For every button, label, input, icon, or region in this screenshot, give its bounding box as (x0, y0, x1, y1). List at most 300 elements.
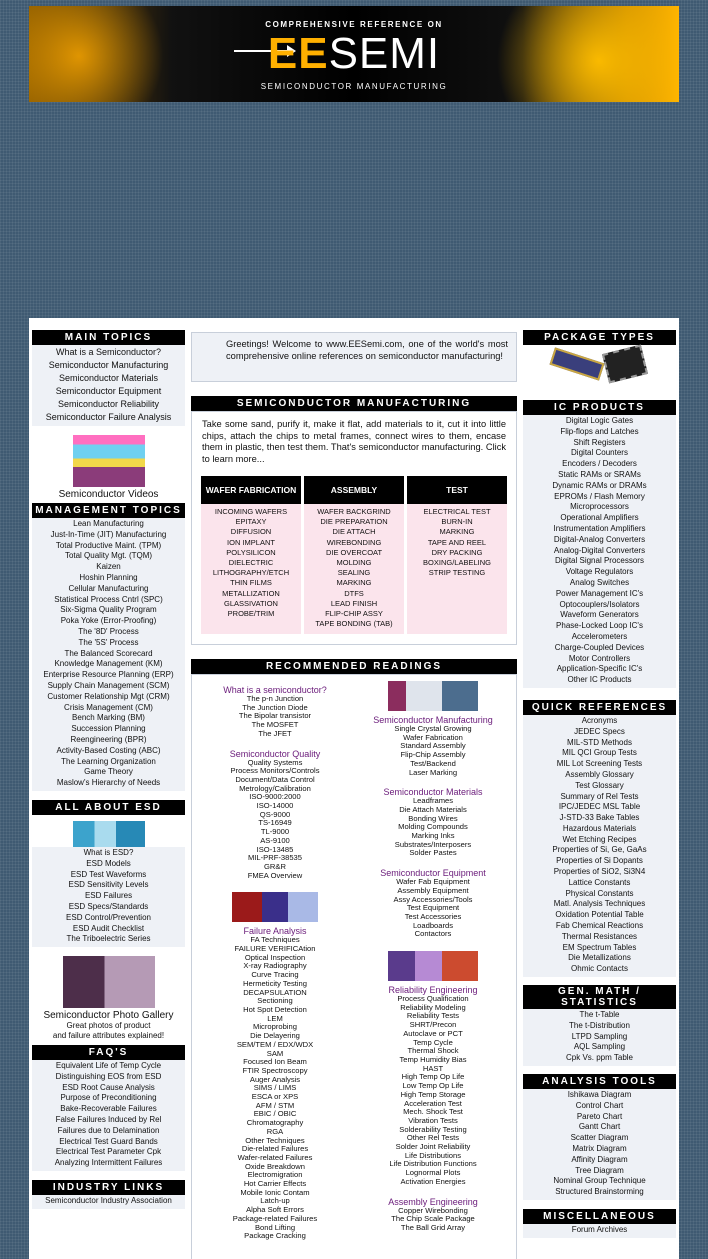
quick-ref-link[interactable]: Ohmic Contacts (571, 964, 628, 974)
reading-link[interactable]: Microprobing (253, 1022, 297, 1032)
management-topic-link[interactable]: Customer Relationship Mgt (CRM) (47, 691, 170, 701)
reading-link[interactable]: Hot Spot Detection (243, 1004, 307, 1014)
quick-ref-link[interactable]: MIL QCI Group Tests (562, 748, 637, 758)
mfg-step-link[interactable]: WIREBONDING (326, 537, 382, 547)
reading-link[interactable]: The JFET (258, 728, 292, 738)
reading-heading[interactable]: Assembly Engineering (388, 1196, 478, 1207)
reading-link[interactable]: Loadboards (412, 920, 454, 930)
reading-link[interactable]: Process Qualification (397, 994, 469, 1004)
ic-product-link[interactable]: Digital Logic Gates (565, 416, 634, 425)
quick-ref-link[interactable]: MIL-STD Methods (567, 737, 632, 747)
reading-link[interactable]: Life Distributions (404, 1150, 462, 1160)
mfg-step-link[interactable]: TAPE AND REEL (427, 537, 487, 547)
left-column (32, 330, 185, 1209)
ic-products-heading: IC PRODUCTS (523, 400, 676, 415)
reading-link[interactable]: FA Techniques (250, 935, 300, 945)
mfg-step-link[interactable]: FLIP-CHIP ASSY (325, 609, 383, 619)
reading-thumbnail[interactable] (232, 892, 318, 922)
ic-product-link[interactable]: Operational Amplifiers (560, 513, 639, 523)
reading-link[interactable]: Reliability Tests (406, 1011, 460, 1021)
ic-product-link[interactable]: Phase-Locked Loop IC's (556, 621, 643, 631)
mfg-col-list (201, 504, 301, 634)
reading-link[interactable]: Curve Tracing (251, 970, 299, 980)
analysis-tool-link[interactable]: Affinity Diagram (571, 1154, 628, 1164)
reading-link[interactable]: Wafer Fab Equipment (396, 877, 470, 887)
faq-link[interactable]: ESD Root Cause Analysis (62, 1082, 155, 1092)
management-topic-link[interactable]: Hoshin Planning (79, 572, 138, 582)
reading-link[interactable]: Life Distribution Functions (389, 1159, 477, 1169)
management-topic-link[interactable]: Succession Planning (71, 724, 146, 734)
dip-package-icon (549, 347, 604, 380)
gen-math-link[interactable]: The t-Distribution (569, 1020, 630, 1030)
reading-link[interactable]: Auger Analysis (249, 1074, 301, 1084)
ic-product-link[interactable]: Motor Controllers (568, 653, 631, 663)
main-topic-link[interactable]: Semiconductor Equipment (55, 386, 162, 396)
reading-link[interactable]: Wafer Fabrication (403, 732, 463, 742)
analysis-tool-link[interactable]: Control Chart (575, 1100, 624, 1110)
main-topics-list (32, 345, 185, 426)
reading-link[interactable]: Leadframes (412, 796, 454, 806)
reading-link[interactable]: AS-9100 (260, 835, 290, 845)
reading-link[interactable]: Hermeticity Testing (242, 978, 307, 988)
gen-math-link[interactable]: AQL Sampling (573, 1042, 626, 1052)
management-topic-link[interactable]: Statistical Process Cntrl (SPC) (54, 594, 163, 604)
esd-link[interactable]: ESD Failures (84, 891, 133, 901)
mfg-step-link[interactable]: WAFER BACKGRIND (317, 507, 391, 516)
reading-link[interactable]: Low Temp Op Life (402, 1081, 464, 1091)
reading-link[interactable]: Bond Lifting (254, 1222, 296, 1232)
management-topic-link[interactable]: Poka Yoke (Error-Proofing) (60, 616, 157, 626)
reading-link[interactable]: Die Attach Materials (399, 804, 467, 814)
mfg-step-link[interactable]: DIE OVERCOAT (325, 547, 383, 557)
quick-ref-link[interactable]: Hazardous Materials (562, 823, 637, 833)
ic-product-link[interactable]: Digital-Analog Converters (553, 534, 646, 544)
mfg-step-link[interactable]: DIE PREPARATION (320, 517, 388, 527)
quick-ref-link[interactable]: Acronyms (581, 715, 618, 725)
reading-link[interactable]: MIL-PRF-38535 (247, 853, 303, 863)
main-topic-link[interactable]: Semiconductor Manufacturing (48, 360, 169, 370)
reading-link[interactable]: EBIC / OBIC (253, 1109, 297, 1119)
faq-link[interactable]: Equivalent Life of Temp Cycle (55, 1061, 162, 1071)
misc-link[interactable]: Forum Archives (571, 1225, 628, 1234)
faqs-heading: FAQ'S (32, 1045, 185, 1060)
main-topics-heading: MAIN TOPICS (32, 330, 185, 345)
site-logo[interactable] (29, 30, 679, 78)
reading-heading[interactable]: Semiconductor Materials (383, 787, 483, 798)
management-topic-link[interactable]: Maslow's Hierarchy of Needs (56, 778, 161, 788)
reading-heading[interactable]: What is a semiconductor? (223, 685, 327, 695)
reading-thumbnail[interactable] (388, 681, 478, 711)
reading-link[interactable]: Oxide Breakdown (245, 1161, 305, 1171)
quick-ref-link[interactable]: Oxidation Potential Table (555, 910, 644, 920)
banner-tagline-bottom: SEMICONDUCTOR MANUFACTURING (260, 82, 448, 91)
mfg-col-assembly (304, 476, 404, 634)
ic-product-link[interactable]: Instrumentation Amplifiers (553, 523, 646, 533)
reading-link[interactable]: SIMS / LIMS (253, 1083, 297, 1093)
management-topic-link[interactable]: Knowledge Management (KM) (54, 659, 163, 669)
mfg-step-link[interactable]: BURN-IN (441, 517, 473, 527)
ic-product-link[interactable]: Static RAMs or SRAMs (558, 469, 641, 479)
industry-link[interactable]: Semiconductor Industry Association (45, 1196, 172, 1206)
esd-link[interactable]: ESD Specs/Standards (68, 901, 149, 911)
reading-link[interactable]: Vibration Tests (408, 1115, 458, 1125)
faq-link[interactable]: Distinguishing EOS from ESD (55, 1071, 162, 1081)
quick-ref-link[interactable]: EM Spectrum Tables (562, 942, 637, 952)
reading-link[interactable]: High Temp Storage (400, 1089, 466, 1099)
ic-product-link[interactable]: Other IC Products (567, 675, 632, 685)
reading-link[interactable]: Mobile Ionic Contam (240, 1187, 310, 1197)
ic-product-link[interactable]: Microprocessors (570, 502, 629, 512)
reading-link[interactable]: Package Cracking (244, 1231, 306, 1241)
esd-link[interactable]: ESD Test Waveforms (70, 869, 147, 879)
reading-link[interactable]: Latch-up (260, 1196, 290, 1206)
management-topic-link[interactable]: Game Theory (84, 767, 133, 777)
videos-thumbnail[interactable] (73, 435, 145, 487)
quick-ref-link[interactable]: MIL Lot Screening Tests (556, 759, 643, 769)
ic-product-link[interactable]: Digital Counters (571, 448, 628, 458)
reading-link[interactable]: Marking Inks (411, 831, 455, 841)
reading-thumbnail[interactable] (388, 951, 478, 981)
reading-link[interactable]: SAM (266, 1048, 284, 1058)
reading-link[interactable]: Lognormal Plots (405, 1168, 461, 1178)
quick-ref-link[interactable]: Wet Etching Recipes (562, 834, 637, 844)
ic-product-link[interactable]: Charge-Coupled Devices (554, 642, 645, 652)
mfg-intro (192, 412, 516, 471)
reading-link[interactable]: DECAPSULATION (243, 987, 307, 997)
ic-product-link[interactable]: Optocouplers/Isolators (559, 599, 640, 609)
analysis-tools-list (523, 1089, 676, 1200)
analysis-tool-link[interactable]: Matrix Diagram (572, 1144, 627, 1154)
gallery-thumbnail[interactable] (63, 956, 155, 1008)
management-topic-link[interactable]: Bench Marking (BM) (72, 713, 145, 723)
main-topic-link[interactable]: Semiconductor Materials (58, 373, 159, 383)
mfg-step-link[interactable]: LITHOGRAPHY/ETCH (212, 568, 290, 578)
mfg-col-test (407, 476, 507, 634)
quick-ref-link[interactable]: Summary of Rel Tests (560, 791, 639, 801)
analysis-tool-link[interactable]: Pareto Chart (576, 1111, 623, 1121)
reading-link[interactable]: The Bipolar transistor (238, 711, 312, 721)
reading-link[interactable]: SHRT/Precon (409, 1020, 457, 1030)
gen-math-link[interactable]: LTPD Sampling (571, 1031, 628, 1041)
main-topic-link[interactable]: What is a Semiconductor? (55, 347, 162, 357)
mfg-step-link[interactable]: SEALING (337, 568, 371, 578)
gen-math-link[interactable]: Cpk Vs. ppm Table (566, 1053, 633, 1063)
main-topic-link[interactable]: Semiconductor Reliability (57, 399, 160, 409)
reading-link[interactable]: HAST (422, 1063, 444, 1073)
quick-ref-link[interactable]: JEDEC Specs (574, 726, 625, 736)
middle-column (191, 330, 517, 1259)
management-topic-link[interactable]: Six-Sigma Quality Program (60, 605, 157, 615)
main-topic-link[interactable]: Semiconductor Failure Analysis (45, 412, 172, 422)
quick-ref-link[interactable]: Physical Constants (565, 888, 634, 898)
mfg-step-link[interactable]: ION IMPLANT (227, 537, 275, 547)
reading-link[interactable]: Optical Inspection (244, 952, 306, 962)
reading-link[interactable]: Assembly Equipment (397, 885, 469, 895)
main-content (29, 318, 679, 1259)
qfp-package-icon (601, 345, 647, 384)
analysis-tool-link[interactable]: Ishikawa Diagram (567, 1090, 632, 1100)
reading-link[interactable]: Alpha Soft Errors (246, 1205, 304, 1215)
mfg-intro-text: Take some sand, purify it, make it flat, add materials to it, cut it into little chips, attach the chips to metal frames, connect wires to them, encase them in plastic, then test them. That's (202, 419, 506, 452)
faq-link[interactable]: Electrical Test Parameter Cpk (55, 1147, 162, 1157)
esd-link[interactable]: ESD Models (86, 858, 131, 868)
ic-product-link[interactable]: Encoders / Decoders (562, 459, 637, 469)
mfg-step-link[interactable]: PROBE/TRIM (227, 609, 275, 619)
reading-link[interactable]: Solder Pastes (409, 848, 457, 858)
mfg-box (191, 411, 517, 645)
reading-link[interactable]: Single Crystal Growing (394, 724, 472, 733)
reading-link[interactable]: LEM (267, 1013, 283, 1023)
mfg-col-header[interactable]: ASSEMBLY (304, 476, 404, 504)
management-topic-link[interactable]: Activity-Based Costing (ABC) (56, 745, 161, 755)
reading-link[interactable]: Die-related Failures (241, 1144, 309, 1154)
reading-heading[interactable]: Semiconductor Manufacturing (373, 715, 493, 725)
reading-heading[interactable]: Failure Analysis (243, 926, 307, 937)
quick-ref-link[interactable]: Fab Chemical Reactions (555, 921, 644, 931)
industry-links-list (32, 1195, 185, 1209)
esd-thumbnail[interactable] (73, 821, 145, 847)
quick-ref-link[interactable]: J-STD-33 Bake Tables (559, 813, 640, 823)
mfg-step-link[interactable]: INCOMING WAFERS (214, 507, 288, 516)
reading-link[interactable]: The Junction Diode (242, 702, 308, 712)
reading-link[interactable]: Activation Energies (400, 1176, 466, 1186)
quick-ref-link[interactable]: Matl. Analysis Techniques (553, 899, 646, 909)
reading-link[interactable]: Standard Assembly (400, 741, 466, 751)
quick-ref-link[interactable]: Assembly Glossary (565, 769, 634, 779)
reading-link[interactable]: High Temp Op Life (401, 1072, 465, 1082)
reading-link[interactable]: TS-16949 (258, 818, 292, 828)
management-topic-link[interactable]: Supply Chain Management (SCM) (47, 680, 170, 690)
mfg-step-link[interactable]: GLASSIVATION (224, 598, 278, 608)
reading-link[interactable]: Process Monitors/Controls (230, 766, 320, 776)
reading-link[interactable]: The p-n Junction (246, 694, 304, 703)
analysis-tool-link[interactable]: Structured Brainstorming (555, 1187, 644, 1197)
management-topic-link[interactable]: Total Quality Mgt. (TQM) (64, 551, 153, 561)
reading-link[interactable]: Other Techniques (245, 1135, 305, 1145)
esd-link[interactable]: ESD Audit Checklist (72, 923, 145, 933)
reading-link[interactable]: ISO-9000:2000 (249, 792, 301, 802)
analysis-tool-link[interactable]: Nominal Group Technique (553, 1176, 646, 1186)
analysis-tool-link[interactable]: Tree Diagram (575, 1165, 624, 1175)
mfg-step-link[interactable]: POLYSILICON (226, 547, 276, 557)
mfg-intro-end: . Click to learn more... (202, 442, 507, 464)
reading-link[interactable]: ESCA or XPS (251, 1092, 299, 1102)
mfg-step-link[interactable]: STRIP TESTING (428, 568, 486, 578)
reading-link[interactable]: Autoclave or PCT (403, 1028, 463, 1038)
ic-product-link[interactable]: Digital Signal Processors (555, 556, 644, 566)
ic-product-link[interactable]: Dynamic RAMs or DRAMs (552, 480, 647, 490)
reading-link[interactable]: Focused Ion Beam (243, 1057, 307, 1067)
reading-link[interactable]: X-ray Radiography (243, 961, 307, 971)
reading-link[interactable]: Acceleration Test (404, 1098, 462, 1108)
reading-link[interactable]: Electromigration (247, 1170, 303, 1180)
reading-link[interactable]: The Ball Grid Array (400, 1222, 466, 1232)
reading-link[interactable]: Substrates/Interposers (394, 839, 472, 849)
package-types-heading: PACKAGE TYPES (523, 330, 676, 345)
mfg-step-link[interactable]: DIFFUSION (230, 527, 272, 537)
faq-link[interactable]: Analyzing Intermittent Failures (54, 1158, 163, 1168)
analysis-tool-link[interactable]: Gantt Chart (578, 1122, 621, 1132)
reading-link[interactable]: Solder Joint Reliability (395, 1142, 471, 1152)
mfg-step-link[interactable]: MARKING (336, 578, 372, 588)
mfg-col-list (407, 504, 507, 634)
analysis-tools-heading: ANALYSIS TOOLS (523, 1074, 676, 1089)
management-topic-link[interactable]: Reengineering (BPR) (70, 734, 147, 744)
reading-link[interactable]: Molding Compounds (398, 822, 468, 832)
ic-product-link[interactable]: Power Management IC's (555, 588, 644, 598)
ic-product-link[interactable]: Flip-flops and Latches (560, 426, 639, 436)
reading-link[interactable]: Solderability Testing (399, 1124, 467, 1134)
reading-link[interactable]: Temp Cycle (413, 1037, 453, 1047)
esd-link[interactable]: What is ESD? (83, 847, 134, 857)
reading-link[interactable]: Flip-Chip Assembly (400, 750, 466, 760)
reading-link[interactable]: Assy Accessories/Tools (393, 894, 473, 904)
reading-link[interactable]: Other Rel Tests (406, 1133, 460, 1143)
management-topic-link[interactable]: Total Productive Maint. (TPM) (55, 540, 162, 550)
reading-link[interactable]: Metrology/Calibration (239, 783, 311, 793)
reading-link[interactable]: Wafer-related Failures (237, 1152, 313, 1162)
quick-ref-link[interactable]: Properties of Si Dopants (556, 856, 643, 866)
ic-product-link[interactable]: Accelerometers (571, 631, 628, 641)
videos-caption[interactable]: Semiconductor Videos (58, 489, 159, 500)
reading-heading[interactable]: Semiconductor Equipment (380, 868, 486, 879)
management-topic-link[interactable]: Cellular Manufacturing (68, 583, 149, 593)
faq-link[interactable]: Purpose of Preconditioning (60, 1093, 157, 1103)
mfg-step-link[interactable]: LEAD FINISH (330, 598, 378, 608)
reading-link[interactable]: Mech. Shock Test (403, 1107, 463, 1117)
reading-link[interactable]: Sectioning (257, 996, 293, 1006)
management-topics-list (32, 518, 185, 791)
reading-link[interactable]: RGA (266, 1126, 284, 1136)
mfg-heading: SEMICONDUCTOR MANUFACTURING (191, 396, 517, 411)
ic-product-link[interactable]: Application-Specific IC's (556, 664, 643, 674)
logo-ee: EE (267, 29, 329, 78)
reading-link[interactable]: AFM / STM (255, 1100, 295, 1110)
reading-link[interactable]: Laser Marking (408, 767, 458, 777)
faq-link[interactable]: Bake-Recoverable Failures (60, 1104, 157, 1114)
quick-ref-link[interactable]: Lattice Constants (568, 877, 631, 887)
mfg-step-link[interactable]: BOXING/LABELING (423, 558, 491, 568)
quick-ref-link[interactable]: Thermal Resistances (561, 931, 638, 941)
management-topic-link[interactable]: The '8D' Process (78, 626, 139, 636)
quick-ref-link[interactable]: Test Glossary (575, 780, 624, 790)
esd-link[interactable]: ESD Control/Prevention (66, 912, 151, 922)
reading-link[interactable]: Copper Wirebonding (398, 1205, 468, 1215)
welcome-message: Greetings! Welcome to www.EESemi.com, one of the world's most comprehensive online references on semiconductor manufacturing! (191, 332, 517, 382)
faq-link[interactable]: False Failures Induced by Rel (55, 1115, 162, 1125)
management-topic-link[interactable]: Just-In-Time (JIT) Manufacturing (50, 529, 167, 539)
reading-link[interactable]: Contactors (414, 929, 452, 939)
reading-link[interactable]: Die Delayering (250, 1031, 300, 1041)
management-topic-link[interactable]: The '5S' Process (78, 637, 139, 647)
mfg-step-link[interactable]: EPITAXY (235, 517, 267, 527)
reading-link[interactable]: Quality Systems (247, 757, 303, 767)
mfg-step-link[interactable]: MARKING (439, 527, 475, 537)
package-types-image[interactable] (545, 345, 655, 385)
readings-box (191, 674, 517, 1259)
reading-link[interactable]: TL-9000 (260, 827, 290, 837)
reading-link[interactable]: FMEA Overview (247, 870, 303, 880)
reading-link[interactable]: Test Equipment (406, 903, 460, 913)
mfg-step-link[interactable]: METALLIZATION (222, 588, 280, 598)
reading-link[interactable]: FTIR Spectroscopy (242, 1065, 308, 1075)
reading-link[interactable]: The MOSFET (251, 720, 299, 730)
reading-link[interactable]: ISO-13485 (256, 844, 294, 854)
gallery-caption[interactable]: Semiconductor Photo Gallery (43, 1010, 174, 1022)
mfg-step-link[interactable]: TAPE BONDING (TAB) (315, 619, 393, 629)
reading-link[interactable]: Thermal Shock (407, 1046, 459, 1056)
reading-link[interactable]: ISO-14000 (256, 801, 294, 811)
mfg-col-wafer (201, 476, 301, 634)
ic-product-link[interactable]: Voltage Regulators (565, 567, 634, 577)
reading-link[interactable]: Package-related Failures (232, 1213, 318, 1223)
management-topic-link[interactable]: The Learning Organization (61, 756, 156, 766)
faq-link[interactable]: Failures due to Delamination (57, 1125, 160, 1135)
readings-right-column (354, 681, 512, 1241)
esd-link[interactable]: ESD Sensitivity Levels (68, 880, 149, 890)
mfg-col-header[interactable]: WAFER FABRICATION (201, 476, 301, 504)
management-topic-link[interactable]: Lean Manufacturing (73, 519, 144, 528)
mfg-step-link[interactable]: ELECTRICAL TEST (423, 507, 491, 516)
reading-link[interactable]: QS-9000 (259, 809, 291, 819)
mfg-step-link[interactable]: DRY PACKING (431, 547, 483, 557)
mfg-step-link[interactable]: MOLDING (336, 558, 372, 568)
ic-product-link[interactable]: EPROMs / Flash Memory (554, 491, 645, 501)
quick-ref-link[interactable]: Properties of Si, Ge, GaAs (552, 845, 647, 855)
reading-link[interactable]: Test/Backend (410, 758, 456, 768)
reading-link[interactable]: Bonding Wires (408, 813, 458, 823)
reading-link[interactable]: Reliability Modeling (400, 1002, 466, 1012)
reading-link[interactable]: Document/Data Control (235, 774, 315, 784)
management-topic-link[interactable]: The Balanced Scorecard (64, 648, 153, 658)
gen-math-link[interactable]: The t-Table (579, 1010, 620, 1020)
reading-link[interactable]: Temp Humidity Bias (399, 1054, 467, 1064)
reading-link[interactable]: The Chip Scale Package (391, 1214, 475, 1224)
quick-ref-link[interactable]: IPC/JEDEC MSL Table (558, 802, 641, 812)
ic-product-link[interactable]: Analog Switches (569, 577, 630, 587)
mfg-intro-link[interactable]: semiconductor manufacturing (358, 442, 481, 452)
ic-product-link[interactable]: Analog-Digital Converters (553, 545, 646, 555)
mfg-col-header[interactable]: TEST (407, 476, 507, 504)
reading-link[interactable]: Hot Carrier Effects (243, 1179, 307, 1189)
site-banner[interactable] (29, 6, 679, 102)
reading-heading[interactable]: Semiconductor Quality (229, 748, 321, 759)
reading-link[interactable]: Chromatography (246, 1118, 304, 1128)
mfg-step-link[interactable]: DIE ATTACH (332, 527, 376, 537)
quick-ref-link[interactable]: Die Metallizations (568, 953, 631, 963)
reading-link[interactable]: FAILURE VERIFICAtion (234, 944, 316, 954)
gallery-subcaption-2: and failure attributes explained! (52, 1031, 165, 1041)
mfg-step-link[interactable]: DTFS (344, 588, 364, 598)
faq-link[interactable]: Electrical Test Guard Bands (59, 1136, 158, 1146)
esd-link[interactable]: The Triboelectric Series (66, 934, 151, 944)
quick-ref-link[interactable]: Properties of SiO2, Si3N4 (553, 867, 646, 877)
mfg-step-link[interactable]: THIN FILMS (230, 578, 272, 588)
mfg-step-link[interactable]: DIELECTRIC (228, 558, 274, 568)
ic-product-link[interactable]: Shift Registers (573, 437, 626, 447)
management-topic-link[interactable]: Crisis Management (CM) (64, 702, 153, 712)
management-topic-link[interactable]: Enterprise Resource Planning (ERP) (43, 670, 174, 680)
reading-heading[interactable]: Reliability Engineering (388, 985, 478, 996)
esd-heading: ALL ABOUT ESD (32, 800, 185, 815)
analysis-tool-link[interactable]: Scatter Diagram (570, 1133, 629, 1143)
management-topic-link[interactable]: Kaizen (96, 562, 121, 572)
reading-link[interactable]: Test Accessories (404, 911, 462, 921)
reading-link[interactable]: SEM/TEM / EDX/WDX (236, 1039, 314, 1049)
mfg-process-table (192, 471, 516, 644)
ic-product-link[interactable]: Waveform Generators (560, 610, 639, 620)
reading-link[interactable]: GR&R (264, 861, 286, 871)
